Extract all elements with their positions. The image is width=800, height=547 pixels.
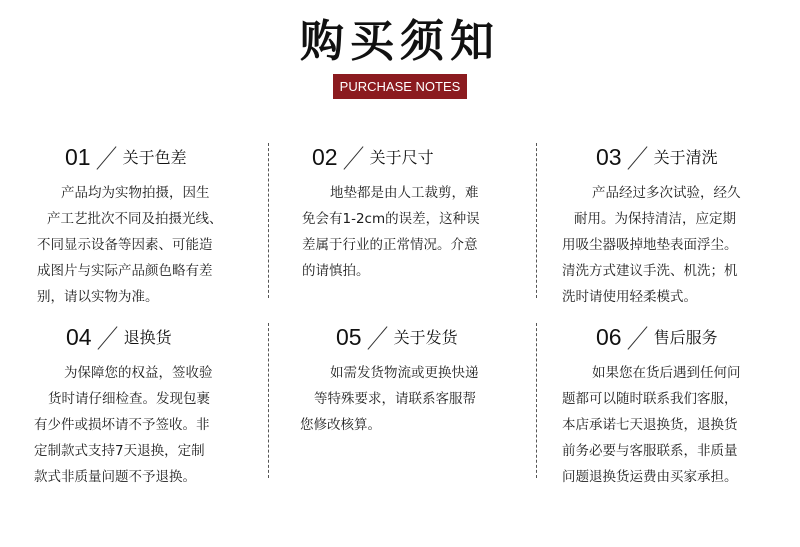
body-line: 地垫都是由人工裁剪，难 [330,185,479,201]
section-title: 关于尺寸 [369,148,434,167]
body-line: 有少件或损坏请不予签收。非 [34,417,210,433]
body-line: 如需发货物流或更换快递 [330,365,479,381]
notice-section-cleaning [562,140,790,310]
notice-section-color-difference [37,140,263,310]
section-header [300,320,526,350]
section-header [302,140,528,170]
slash-divider-icon [95,324,121,350]
body-line: 如果您在货后遇到任何问 [592,365,741,381]
body-line: 清洗方式建议手洗、机洗；机 [562,263,738,279]
body-line: 的请慎拍。 [302,263,370,279]
section-number: 04 [66,324,92,350]
body-line: 您修改核算。 [300,417,381,433]
section-body [302,180,528,284]
notice-section-size [302,140,528,284]
subtitle-badge: PURCHASE NOTES [333,74,467,99]
notice-section-after-sales [562,320,792,490]
section-number: 06 [596,324,622,350]
slash-divider-icon [625,144,651,170]
section-title: 退换货 [123,328,172,347]
body-line: 产工艺批次不同及拍摄光线、 [47,211,223,227]
body-line: 为保障您的权益，签收验 [64,365,213,381]
section-number: 01 [65,144,91,170]
body-line: 定制款式支持7天退换，定制 [34,443,205,459]
column-divider [536,323,537,478]
section-title: 关于清洗 [653,148,718,167]
body-line: 等特殊要求，请联系客服帮 [314,391,476,407]
body-line: 题都可以随时联系我们客服， [562,391,738,407]
section-body [562,180,790,310]
section-number: 03 [596,144,622,170]
section-body [300,360,526,438]
body-line: 货时请仔细检查。发现包裹 [48,391,210,407]
body-line: 耐用。为保持清洁，应定期 [574,211,736,227]
column-divider [268,143,269,298]
slash-divider-icon [94,144,120,170]
body-line: 成图片与实际产品颜色略有差 [37,263,213,279]
section-body [562,360,792,490]
section-number: 05 [336,324,362,350]
page-title: 购买须知 [300,16,500,67]
section-header [37,140,263,170]
section-header [562,140,790,170]
body-line: 问题退换货运费由买家承担。 [562,469,738,485]
section-number: 02 [312,144,338,170]
section-body [37,180,263,310]
notice-section-returns [34,320,262,490]
body-line: 本店承诺七天退换货，退换货 [562,417,738,433]
body-line: 别，请以实物为准。 [37,289,159,305]
body-line: 差属于行业的正常情况。介意 [302,237,478,253]
slash-divider-icon [341,144,367,170]
notice-section-shipping [300,320,526,438]
body-line: 不同显示设备等因素、可能造 [37,237,213,253]
section-title: 售后服务 [653,328,718,347]
body-line: 前务必要与客服联系，非质量 [562,443,738,459]
section-title: 关于发货 [393,328,458,347]
column-divider [536,143,537,298]
section-body [34,360,262,490]
section-header [34,320,262,350]
body-line: 产品经过多次试验，经久 [592,185,741,201]
column-divider [268,323,269,478]
body-line: 用吸尘器吸掉地垫表面浮尘。 [562,237,738,253]
body-line: 免会有1-2cm的误差，这种误 [302,211,480,227]
body-line: 款式非质量问题不予退换。 [34,469,196,485]
slash-divider-icon [365,324,391,350]
section-title: 关于色差 [122,148,187,167]
body-line: 产品均为实物拍摄，因生 [61,185,210,201]
body-line: 洗时请使用轻柔模式。 [562,289,697,305]
section-header [562,320,792,350]
slash-divider-icon [625,324,651,350]
